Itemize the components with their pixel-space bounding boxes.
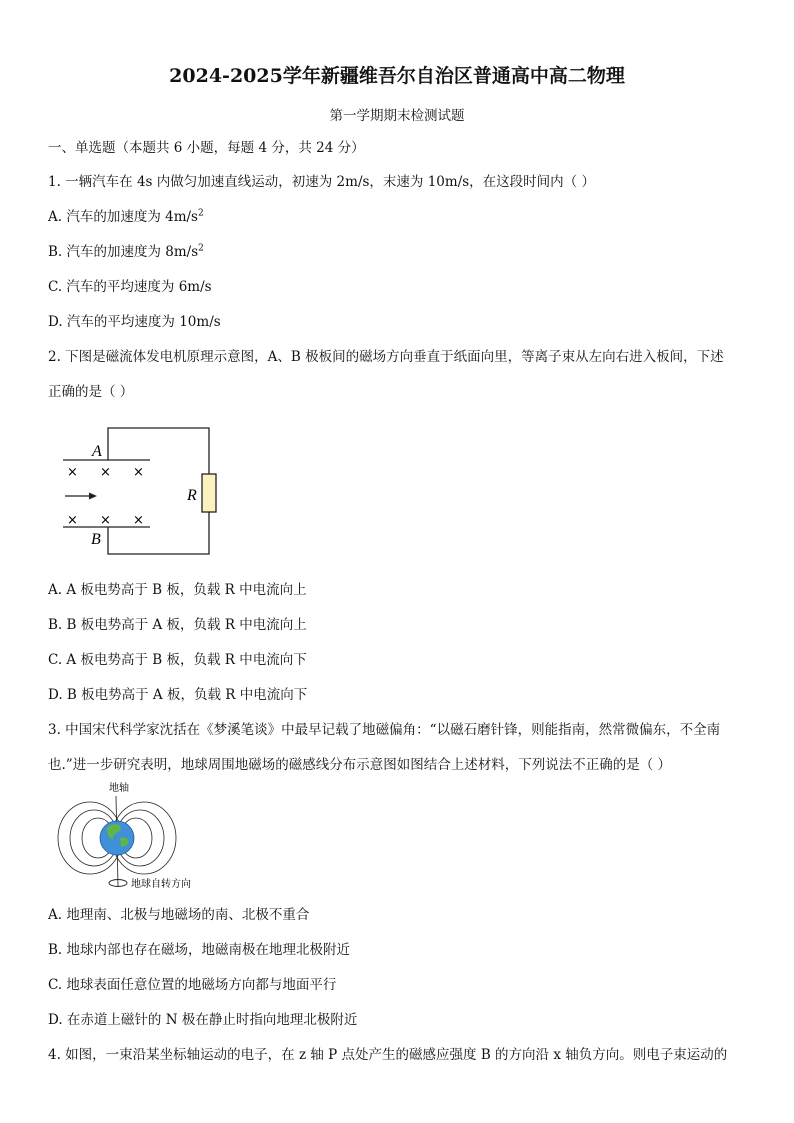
q1-option-a: A. 汽车的加速度为 $4m/s^2$ xyxy=(48,208,204,225)
q2-stem-line2: 正确的是（ ） xyxy=(48,384,134,400)
wire-top xyxy=(108,428,209,483)
q1-option-b: B. 汽车的加速度为 $8m/s^2$ xyxy=(48,243,204,260)
field-cross: × xyxy=(100,513,111,528)
q3-option-b: B. 地球内部也存在磁场，地磁南极在地理北极附近 xyxy=(48,942,351,958)
rotation-label: 地球自转方向 xyxy=(131,879,191,890)
q3-stem-line1: 3. 中国宋代科学家沈括在《梦溪笔谈》中最早记载了地磁偏角：“以磁石磨针锋，则能指南，然常微偏东，不全南 xyxy=(48,722,721,738)
q2-stem-line1: 2. 下图是磁流体发电机原理示意图，A、B 极板间的磁场方向垂直于纸面向里，等离子束从左向右进入板间，下述 xyxy=(48,349,724,365)
q3-option-d: D. 在赤道上磁针的 N 极在静止时指向地理北极附近 xyxy=(48,1012,358,1028)
page-title: 2024-2025学年新疆维吾尔自治区普通高中高二物理 xyxy=(169,65,625,87)
field-cross: × xyxy=(133,513,144,528)
q1-stem: 1. 一辆汽车在 4s 内做匀加速直线运动，初速为 2m/s，末速为 10m/s，在这段时间内（ ） xyxy=(48,174,595,190)
q1-option-c: C. 汽车的平均速度为 6m/s xyxy=(48,279,212,295)
label-r: R xyxy=(187,487,197,504)
q3-stem-line2: 也.”进一步研究表明，地球周围地磁场的磁感线分布示意图如图结合上述材料，下列说法不正确的是（ ） xyxy=(48,757,671,773)
q2-option-c: C. A 板电势高于 B 板，负载 R 中电流向下 xyxy=(48,652,307,668)
geomagnetic-field-diagram xyxy=(52,778,212,894)
field-cross: × xyxy=(67,513,78,528)
page-subtitle: 第一学期期末检测试题 xyxy=(329,108,465,124)
wire-bottom xyxy=(108,511,209,554)
section-heading: 一、单选题（本题共 6 小题，每题 4 分，共 24 分） xyxy=(48,140,365,156)
field-cross: × xyxy=(67,465,78,480)
q1-option-d: D. 汽车的平均速度为 10m/s xyxy=(48,314,221,330)
label-b: B xyxy=(91,531,101,548)
q2-option-d: D. B 板电势高于 A 板，负载 R 中电流向下 xyxy=(48,687,308,703)
q2-option-b: B. B 板电势高于 A 板，负载 R 中电流向上 xyxy=(48,617,307,633)
q3-option-a: A. 地理南、北极与地磁场的南、北极不重合 xyxy=(48,907,310,923)
mhd-generator-diagram xyxy=(55,420,225,560)
q2-option-a: A. A 板电势高于 B 板，负载 R 中电流向上 xyxy=(48,582,307,598)
label-a: A xyxy=(92,443,102,460)
resistor-r xyxy=(202,474,216,512)
q3-option-c: C. 地球表面任意位置的地磁场方向都与地面平行 xyxy=(48,977,337,993)
axis-label: 地轴 xyxy=(109,783,129,794)
plasma-arrow-icon xyxy=(65,493,97,500)
q4-stem-line1: 4. 如图，一束沿某坐标轴运动的电子，在 z 轴 P 点处产生的磁感应强度 B 的方向沿 x 轴负方向。则电子束运动的 xyxy=(48,1047,728,1063)
field-cross: × xyxy=(100,465,111,480)
field-cross: × xyxy=(133,465,144,480)
